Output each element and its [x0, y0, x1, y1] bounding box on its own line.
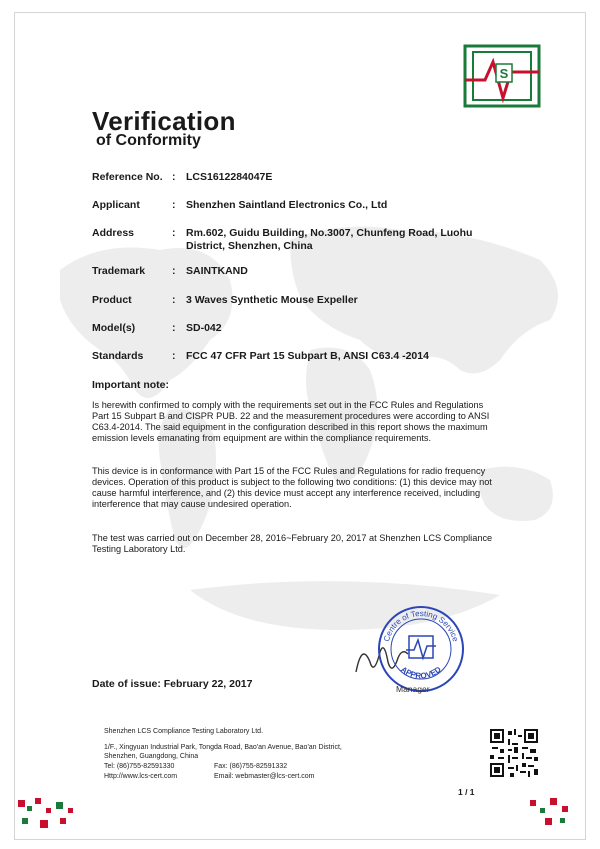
- page-number: 1 / 1: [458, 787, 475, 797]
- field-colon: :: [172, 227, 176, 239]
- field-address: [92, 227, 512, 253]
- field-value: Shenzhen Saintland Electronics Co., Ltd: [186, 199, 388, 211]
- page-title: Verification: [92, 106, 236, 136]
- note-paragraph-compliance: Is herewith confirmed to comply with the requirements set out in the FCC Rules and Regulations Part 15 Subpart B and CISPR PUB. 22 and the measurement procedures were according to ANSI C63.4-2014. The said equipment in the configuration described in this report shows the maximum emission levels emanating from equipment are within the compliance requirements.: [92, 400, 490, 443]
- note-paragraph-conformance: This device is in conformance with Part 15 of the FCC Rules and Regulations for radio frequency devices. Operation of this product is subject to the following two conditions: (1) this device may not cause harmful interference, and (2) this device must accept any interference received, including interference that may cause undesired operation.: [92, 466, 492, 509]
- date-of-issue: Date of issue: February 22, 2017: [92, 678, 253, 690]
- field-trademark: [92, 265, 512, 278]
- stamp-bottom-text: APPROVED: [399, 664, 443, 681]
- page-subtitle: of Conformity: [96, 132, 201, 149]
- field-colon: :: [172, 171, 176, 183]
- field-label: Reference No.: [92, 171, 163, 183]
- important-note-heading: Important note:: [92, 379, 169, 391]
- footer-address-line1: 1/F., Xingyuan Industrial Park, Tongda Road, Bao'an Avenue, Bao'an District,: [104, 744, 342, 751]
- footer-address-line2: Shenzhen, Guangdong, China: [104, 753, 199, 760]
- field-colon: :: [172, 199, 176, 211]
- field-colon: :: [172, 265, 176, 277]
- field-colon: :: [172, 294, 176, 306]
- field-label: Trademark: [92, 265, 146, 277]
- stamp-top-text: Centre of Testing Service: [381, 608, 461, 643]
- field-reference: [92, 171, 512, 184]
- footer-tel: Tel: (86)755-82591330: [104, 763, 175, 770]
- field-applicant: [92, 199, 512, 212]
- field-value: Rm.602, Guidu Building, No.3007, Chunfeng Road, Luohu District, Shenzhen, China: [186, 227, 473, 252]
- field-standards: [92, 350, 512, 363]
- field-value: LCS1612284047E: [186, 171, 273, 183]
- field-value: 3 Waves Synthetic Mouse Expeller: [186, 294, 358, 306]
- logo-letter: S: [499, 66, 509, 81]
- field-label: Applicant: [92, 199, 140, 211]
- footer-fax: Fax: (86)755-82591332: [214, 763, 288, 770]
- field-label: Product: [92, 294, 132, 306]
- manager-label: Manager: [396, 684, 430, 694]
- field-product: [92, 294, 512, 307]
- footer-email: Email: webmaster@lcs-cert.com: [214, 773, 315, 780]
- lcs-logo-icon: [463, 44, 541, 108]
- field-value: SAINTKAND: [186, 265, 248, 277]
- qr-code-icon: [488, 727, 540, 779]
- field-colon: :: [172, 350, 176, 362]
- field-value: SD-042: [186, 322, 222, 334]
- field-label: Model(s): [92, 322, 136, 334]
- footer-website: Http://www.lcs-cert.com: [104, 773, 178, 780]
- field-label: Standards: [92, 350, 144, 362]
- field-model: [92, 322, 512, 335]
- field-label: Address: [92, 227, 135, 239]
- field-colon: :: [172, 322, 176, 334]
- field-value: FCC 47 CFR Part 15 Subpart B, ANSI C63.4 -2014: [186, 350, 429, 362]
- approval-stamp: [376, 604, 466, 694]
- note-paragraph-test-dates: The test was carried out on December 28, 2016~February 20, 2017 at Shenzhen LCS Compliance Testing Laboratory Ltd.: [92, 533, 493, 554]
- footer-company: Shenzhen LCS Compliance Testing Laboratory Ltd.: [104, 728, 264, 735]
